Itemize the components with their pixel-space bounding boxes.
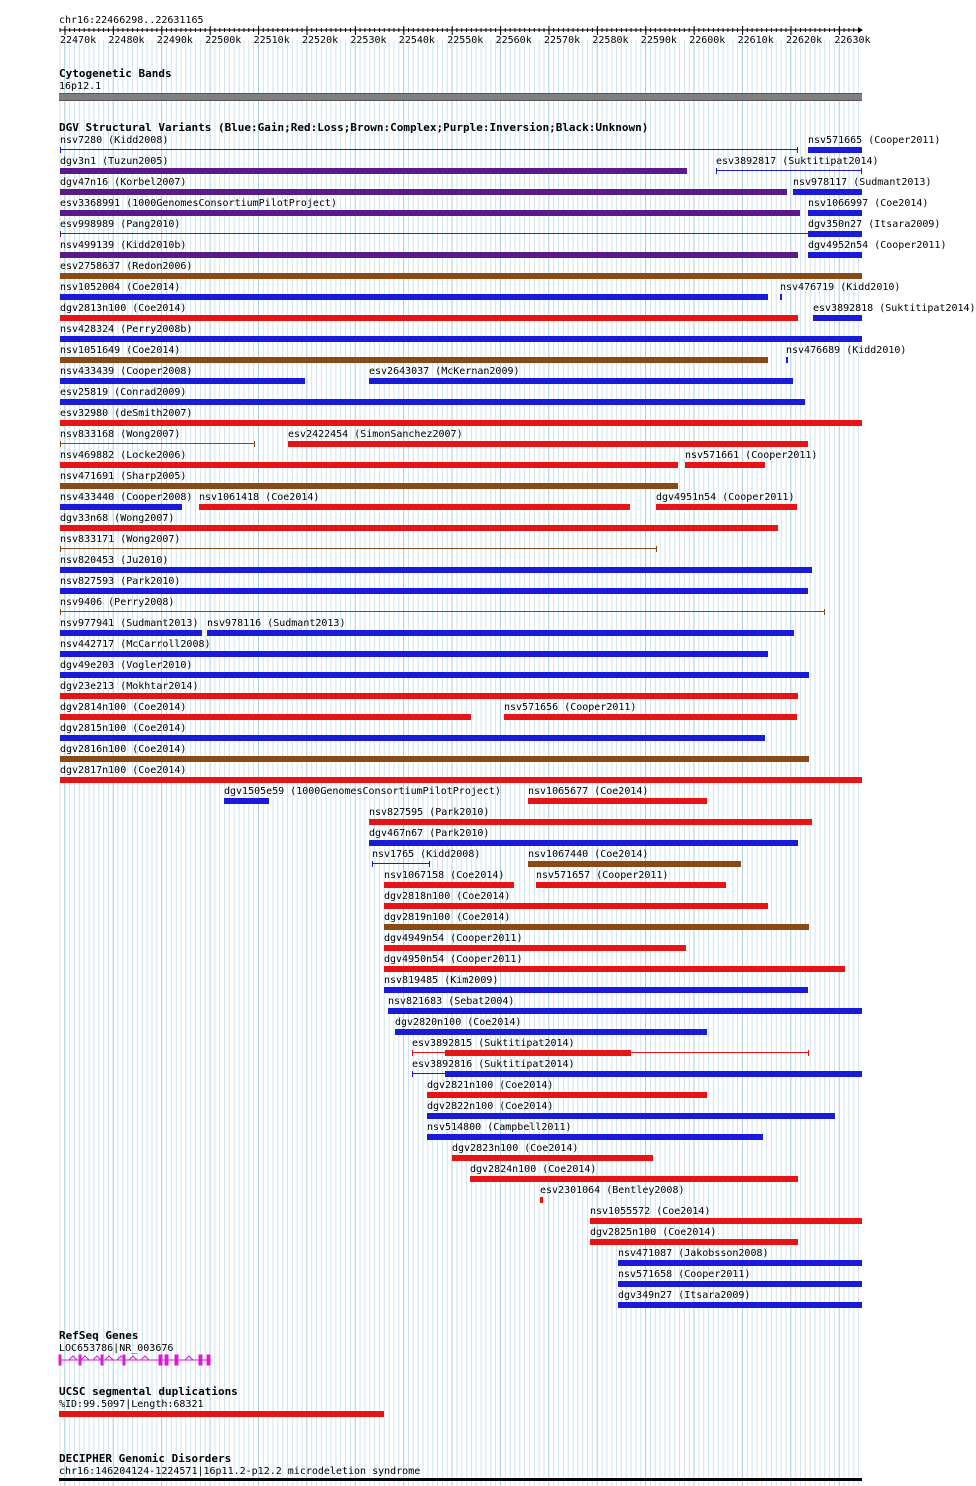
dgv-feature-bar[interactable] <box>60 735 765 741</box>
gene-intron-chevron <box>105 1356 113 1360</box>
dgv-feature-bar[interactable] <box>656 504 797 510</box>
ruler-tick-label: 22600k <box>689 35 726 46</box>
gene-exon <box>199 1355 202 1365</box>
dgv-feature-line[interactable] <box>716 170 862 171</box>
dgv-feature-bar[interactable] <box>528 798 707 804</box>
dgv-feature-bar[interactable] <box>60 672 809 678</box>
dgv-feature-label: nsv476689 (Kidd2010) <box>786 345 907 356</box>
dgv-feature-bar[interactable] <box>384 945 686 951</box>
dgv-feature-label: esv32980 (deSmith2007) <box>60 408 193 419</box>
dgv-feature-endcap <box>412 1071 413 1077</box>
refseq-gene-label: LOC653786|NR_003676 <box>59 1343 174 1354</box>
dgv-feature-label: esv3892816 (Suktitipat2014) <box>412 1059 575 1070</box>
dgv-feature-bar[interactable] <box>808 147 862 153</box>
dgv-feature-label: nsv571661 (Cooper2011) <box>685 450 818 461</box>
gene-exon <box>207 1355 210 1365</box>
dgv-feature-bar[interactable] <box>427 1113 835 1119</box>
dgv-feature-bar[interactable] <box>60 273 862 279</box>
gene-exon <box>59 1355 61 1365</box>
dgv-feature-bar[interactable] <box>536 882 726 888</box>
dgv-feature-bar[interactable] <box>528 861 741 867</box>
dgv-feature-label: nsv1066997 (Coe2014) <box>808 198 929 209</box>
dgv-feature-label: dgv4951n54 (Cooper2011) <box>656 492 795 503</box>
dgv-feature-label: esv2422454 (SimonSanchez2007) <box>288 429 463 440</box>
ruler-tick-label: 22570k <box>544 35 581 46</box>
dgv-feature-label: dgv2817n100 (Coe2014) <box>60 765 187 776</box>
dgv-feature-endcap <box>808 1050 809 1056</box>
dgv-feature-label: nsv827595 (Park2010) <box>369 807 490 818</box>
dgv-feature-endcap <box>656 546 657 552</box>
dgv-feature-line[interactable] <box>60 548 657 549</box>
dgv-feature-bar[interactable] <box>60 357 768 363</box>
dgv-feature-label: esv3892818 (Suktitipat2014) <box>813 303 976 314</box>
gene-exon <box>101 1355 103 1365</box>
dgv-feature-bar[interactable] <box>470 1176 798 1182</box>
dgv-feature-bar[interactable] <box>445 1050 631 1056</box>
dgv-feature-line[interactable] <box>60 233 862 234</box>
gene-intron-chevron <box>81 1356 89 1360</box>
dgv-feature-label: nsv819485 (Kim2009) <box>384 975 499 986</box>
dgv-feature-label: dgv49e203 (Vogler2010) <box>60 660 193 671</box>
dgv-feature-label: esv25819 (Conrad2009) <box>60 387 187 398</box>
dgv-feature-endcap <box>716 168 717 174</box>
dgv-feature-label: esv3892815 (Suktitipat2014) <box>412 1038 575 1049</box>
dgv-feature-label: dgv2822n100 (Coe2014) <box>427 1101 554 1112</box>
dgv-feature-label: dgv33n68 (Wong2007) <box>60 513 175 524</box>
dgv-feature-label: dgv2816n100 (Coe2014) <box>60 744 187 755</box>
dgv-feature-bar[interactable] <box>60 567 812 573</box>
dgv-feature-bar[interactable] <box>808 210 862 216</box>
dgv-feature-bar[interactable] <box>60 252 798 258</box>
dgv-feature-label: nsv442717 (McCarroll2008) <box>60 639 211 650</box>
dgv-feature-endcap <box>60 609 61 615</box>
ruler-title: chr16:22466298..22631165 <box>59 15 204 26</box>
dgv-feature-label: esv2758637 (Redon2006) <box>60 261 193 272</box>
gene-intron-chevron <box>185 1356 193 1360</box>
dgv-feature-label: nsv1765 (Kidd2008) <box>372 849 481 860</box>
dgv-feature-label: dgv1505e59 (1000GenomesConsortiumPilotProject) <box>224 786 501 797</box>
gene-intron-chevron <box>93 1356 101 1360</box>
dgv-feature-bar[interactable] <box>60 777 862 783</box>
dgv-feature-bar[interactable] <box>60 462 678 468</box>
dgv-feature-label: nsv469882 (Locke2006) <box>60 450 187 461</box>
decipher-bar[interactable] <box>59 1478 862 1481</box>
dgv-feature-bar[interactable] <box>540 1197 543 1203</box>
dgv-feature-bar[interactable] <box>618 1302 862 1308</box>
dgv-feature-label: nsv428324 (Perry2008b) <box>60 324 193 335</box>
ruler-tick-label: 22500k <box>205 35 242 46</box>
dgv-feature-label: dgv2823n100 (Coe2014) <box>452 1143 579 1154</box>
dgv-feature-label: dgv4949n54 (Cooper2011) <box>384 933 523 944</box>
dgv-feature-bar[interactable] <box>60 189 787 195</box>
dgv-feature-label: dgv2818n100 (Coe2014) <box>384 891 511 902</box>
dgv-feature-line[interactable] <box>60 443 255 444</box>
dgv-feature-label: esv3368991 (1000GenomesConsortiumPilotProject) <box>60 198 337 209</box>
dgv-feature-bar[interactable] <box>618 1260 862 1266</box>
dgv-feature-endcap <box>60 546 61 552</box>
dgv-feature-bar[interactable] <box>60 336 862 342</box>
gene-exon <box>165 1355 168 1365</box>
dgv-feature-bar[interactable] <box>224 798 269 804</box>
dgv-feature-label: nsv1065677 (Coe2014) <box>528 786 649 797</box>
dgv-feature-bar[interactable] <box>427 1134 763 1140</box>
ruler-tick-label: 22550k <box>447 35 484 46</box>
segdup-label: %ID:99.5097|Length:68321 <box>59 1399 204 1410</box>
dgv-feature-label: nsv433440 (Cooper2008) <box>60 492 193 503</box>
gene-exon <box>123 1355 125 1365</box>
dgv-feature-bar[interactable] <box>60 651 768 657</box>
decipher-track-title: DECIPHER Genomic Disorders <box>59 1452 232 1465</box>
dgv-feature-bar[interactable] <box>590 1218 862 1224</box>
dgv-feature-bar[interactable] <box>369 378 793 384</box>
dgv-feature-label: nsv978116 (Sudmant2013) <box>207 618 346 629</box>
dgv-feature-label: dgv2813n100 (Coe2014) <box>60 303 187 314</box>
gene-intron-chevron <box>141 1356 149 1360</box>
dgv-feature-label: nsv9406 (Perry2008) <box>60 597 175 608</box>
dgv-feature-label: nsv571657 (Cooper2011) <box>536 870 669 881</box>
dgv-feature-bar[interactable] <box>60 399 805 405</box>
dgv-feature-bar[interactable] <box>60 378 305 384</box>
decipher-label: chr16:146204124-1224571|16p11.2-p12.2 microdeletion syndrome <box>59 1466 421 1477</box>
dgv-feature-endcap <box>60 231 61 237</box>
dgv-feature-label: dgv4950n54 (Cooper2011) <box>384 954 523 965</box>
dgv-feature-bar[interactable] <box>388 1008 862 1014</box>
dgv-feature-label: dgv4952n54 (Cooper2011) <box>808 240 947 251</box>
dgv-feature-bar[interactable] <box>384 966 845 972</box>
ruler-tick-label: 22520k <box>302 35 339 46</box>
dgv-feature-label: nsv833171 (Wong2007) <box>60 534 181 545</box>
dgv-feature-bar[interactable] <box>60 714 471 720</box>
segdup-track-title: UCSC segmental duplications <box>59 1385 238 1398</box>
ruler-tick-label: 22620k <box>786 35 823 46</box>
dgv-feature-bar[interactable] <box>60 483 678 489</box>
dgv-feature-bar[interactable] <box>60 210 800 216</box>
dgv-feature-endcap <box>60 147 61 153</box>
dgv-feature-label: nsv1055572 (Coe2014) <box>590 1206 711 1217</box>
dgv-feature-label: dgv2825n100 (Coe2014) <box>590 1227 717 1238</box>
dgv-feature-label: dgv2815n100 (Coe2014) <box>60 723 187 734</box>
gene-exon <box>79 1355 81 1365</box>
ruler-tick-label: 22590k <box>640 35 677 46</box>
dgv-feature-endcap <box>797 147 798 153</box>
dgv-feature-line[interactable] <box>60 611 825 612</box>
ruler-tick-label: 22560k <box>495 35 532 46</box>
dgv-feature-line[interactable] <box>60 149 798 150</box>
dgv-feature-label: nsv571658 (Cooper2011) <box>618 1269 751 1280</box>
dgv-feature-endcap <box>429 861 430 867</box>
dgv-feature-bar[interactable] <box>207 630 794 636</box>
dgv-feature-bar[interactable] <box>369 840 798 846</box>
gene-exon <box>159 1355 162 1365</box>
dgv-feature-bar[interactable] <box>793 189 862 195</box>
dgv-feature-label: nsv820453 (Ju2010) <box>60 555 169 566</box>
dgv-feature-bar[interactable] <box>395 1029 707 1035</box>
ruler-tick-label: 22510k <box>253 35 290 46</box>
dgv-feature-endcap <box>412 1050 413 1056</box>
dgv-feature-label: nsv1061418 (Coe2014) <box>199 492 320 503</box>
dgv-feature-bar[interactable] <box>384 924 809 930</box>
dgv-feature-bar[interactable] <box>60 756 809 762</box>
dgv-feature-label: nsv471087 (Jakobsson2008) <box>618 1248 769 1259</box>
dgv-feature-bar[interactable] <box>60 525 778 531</box>
gene-intron-chevron <box>129 1356 137 1360</box>
ruler-tick-label: 22630k <box>834 35 871 46</box>
dgv-feature-bar[interactable] <box>445 1071 862 1077</box>
dgv-feature-bar[interactable] <box>786 357 788 363</box>
dgv-feature-label: nsv1052004 (Coe2014) <box>60 282 181 293</box>
dgv-feature-bar[interactable] <box>618 1281 862 1287</box>
dgv-feature-label: nsv476719 (Kidd2010) <box>780 282 901 293</box>
dgv-feature-label: esv2301064 (Bentley2008) <box>540 1185 685 1196</box>
segdup-bar[interactable] <box>59 1411 384 1417</box>
dgv-feature-endcap <box>824 609 825 615</box>
dgv-feature-label: nsv471691 (Sharp2005) <box>60 471 187 482</box>
dgv-feature-label: nsv1067158 (Coe2014) <box>384 870 505 881</box>
dgv-feature-label: dgv2821n100 (Coe2014) <box>427 1080 554 1091</box>
gene-intron-chevron <box>69 1356 77 1360</box>
cytoband-track-title: Cytogenetic Bands <box>59 67 172 80</box>
ruler-tick-label: 22530k <box>350 35 387 46</box>
dgv-feature-bar[interactable] <box>60 294 768 300</box>
refseq-gene-model[interactable] <box>59 1353 219 1367</box>
dgv-feature-label: esv3892817 (Suktitipat2014) <box>716 156 879 167</box>
dgv-feature-bar[interactable] <box>685 462 765 468</box>
dgv-feature-bar[interactable] <box>60 168 687 174</box>
dgv-feature-endcap <box>254 441 255 447</box>
dgv-feature-label: esv2643037 (McKernan2009) <box>369 366 520 377</box>
dgv-feature-label: nsv978117 (Sudmant2013) <box>793 177 932 188</box>
dgv-feature-endcap <box>60 441 61 447</box>
ruler-tick-label: 22540k <box>398 35 435 46</box>
dgv-feature-bar[interactable] <box>504 714 797 720</box>
dgv-feature-label: nsv499139 (Kidd2010b) <box>60 240 187 251</box>
dgv-feature-label: nsv827593 (Park2010) <box>60 576 181 587</box>
dgv-feature-label: dgv3n1 (Tuzun2005) <box>60 156 169 167</box>
dgv-feature-endcap <box>372 861 373 867</box>
dgv-feature-label: dgv47n16 (Korbel2007) <box>60 177 187 188</box>
dgv-feature-label: dgv2824n100 (Coe2014) <box>470 1164 597 1175</box>
dgv-feature-label: nsv821683 (Sebat2004) <box>388 996 515 1007</box>
dgv-feature-bar[interactable] <box>199 504 630 510</box>
dgv-feature-bar[interactable] <box>60 315 798 321</box>
dgv-feature-label: nsv571665 (Cooper2011) <box>808 135 941 146</box>
dgv-feature-label: esv998989 (Pang2010) <box>60 219 181 230</box>
dgv-feature-bar[interactable] <box>813 315 862 321</box>
dgv-feature-label: dgv2819n100 (Coe2014) <box>384 912 511 923</box>
dgv-feature-label: dgv2820n100 (Coe2014) <box>395 1017 522 1028</box>
dgv-feature-bar[interactable] <box>780 294 782 300</box>
dgv-feature-label: nsv977941 (Sudmant2013) <box>60 618 199 629</box>
dgv-feature-label: dgv349n27 (Itsara2009) <box>618 1290 751 1301</box>
dgv-feature-label: dgv350n27 (Itsara2009) <box>808 219 941 230</box>
dgv-feature-label: dgv467n67 (Park2010) <box>369 828 490 839</box>
dgv-feature-line[interactable] <box>372 863 430 864</box>
dgv-feature-label: nsv1067440 (Coe2014) <box>528 849 649 860</box>
dgv-feature-bar[interactable] <box>808 252 862 258</box>
dgv-feature-bar[interactable] <box>427 1092 707 1098</box>
dgv-feature-label: nsv571656 (Cooper2011) <box>504 702 637 713</box>
dgv-track-title: DGV Structural Variants (Blue:Gain;Red:Loss;Brown:Complex;Purple:Inversion;Black:Unknown) <box>59 121 649 134</box>
dgv-feature-label: nsv7280 (Kidd2008) <box>60 135 169 146</box>
ruler-tick-label: 22490k <box>156 35 193 46</box>
cytoband-label: 16p12.1 <box>59 81 102 92</box>
dgv-feature-bar[interactable] <box>288 441 808 447</box>
refseq-track-title: RefSeq Genes <box>59 1329 139 1342</box>
dgv-feature-label: nsv833168 (Wong2007) <box>60 429 181 440</box>
dgv-feature-bar[interactable] <box>60 504 182 510</box>
dgv-feature-bar[interactable] <box>369 819 812 825</box>
gene-exon <box>175 1355 178 1365</box>
ruler-tick-label: 22610k <box>737 35 774 46</box>
ruler-tick-label: 22580k <box>592 35 629 46</box>
dgv-feature-label: nsv514800 (Campbell2011) <box>427 1122 572 1133</box>
dgv-feature-bar[interactable] <box>808 231 862 237</box>
dgv-feature-label: dgv2814n100 (Coe2014) <box>60 702 187 713</box>
ruler-tick-label: 22480k <box>108 35 145 46</box>
dgv-feature-bar[interactable] <box>384 987 808 993</box>
dgv-feature-bar[interactable] <box>384 882 514 888</box>
cytoband-bar[interactable] <box>59 93 862 101</box>
dgv-feature-bar[interactable] <box>60 693 798 699</box>
dgv-feature-bar[interactable] <box>452 1155 653 1161</box>
dgv-feature-bar[interactable] <box>60 630 202 636</box>
dgv-feature-bar[interactable] <box>590 1239 798 1245</box>
dgv-feature-bar[interactable] <box>384 903 768 909</box>
dgv-feature-label: nsv1051649 (Coe2014) <box>60 345 181 356</box>
dgv-feature-label: dgv23e213 (Mokhtar2014) <box>60 681 199 692</box>
dgv-feature-bar[interactable] <box>60 420 862 426</box>
dgv-feature-endcap <box>861 168 862 174</box>
ruler-tick-label: 22470k <box>60 35 97 46</box>
dgv-feature-label: nsv433439 (Cooper2008) <box>60 366 193 377</box>
dgv-feature-bar[interactable] <box>60 588 808 594</box>
